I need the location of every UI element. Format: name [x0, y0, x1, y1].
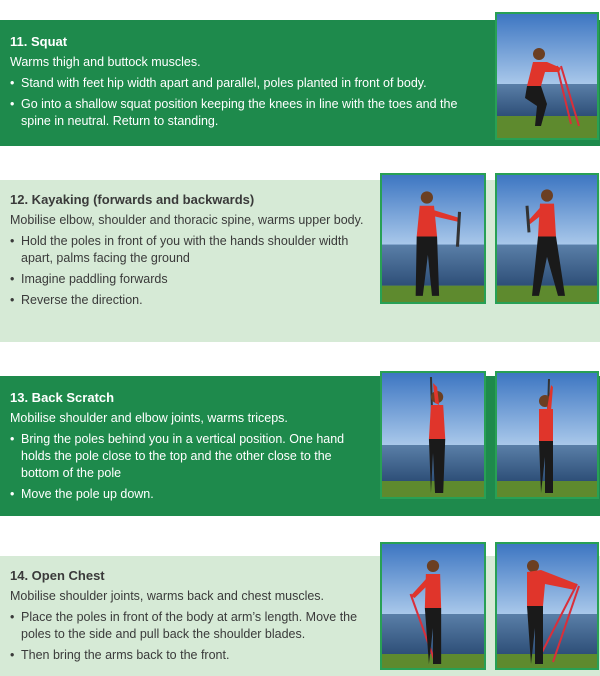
section-text [10, 192, 365, 313]
section-subtitle: Mobilise shoulder joints, warms back and chest muscles. [10, 589, 325, 603]
list-item: • Place the poles in front of the body at arm’s length. Move the poles to the side and pull back the shoulder blades. [10, 609, 365, 643]
bullet-list [10, 233, 365, 309]
list-item: • Stand with feet hip width apart and parallel, poles planted in front of body. [10, 75, 485, 92]
section-text [10, 390, 365, 507]
section-title: 13. Back Scratch [10, 390, 115, 405]
section-title: 11. Squat [10, 34, 68, 49]
open-chest-photo-1 [380, 542, 486, 670]
bullet-list [10, 75, 485, 130]
section-title: 14. Open Chest [10, 568, 105, 583]
section-subtitle: Mobilise elbow, shoulder and thoracic spine, warms upper body. [10, 213, 364, 227]
bullet-list [10, 431, 365, 503]
section-subtitle: Warms thigh and buttock muscles. [10, 55, 201, 69]
list-item: • Move the pole up down. [10, 486, 365, 503]
list-item: • Hold the poles in front of you with the hands shoulder width apart, palms facing the ground [10, 233, 365, 267]
section-text [10, 34, 485, 134]
section-text [10, 568, 365, 668]
list-item: • Reverse the direction. [10, 292, 365, 309]
open-chest-photo-2 [495, 542, 599, 670]
back-scratch-photo-2 [495, 371, 599, 499]
bullet-list [10, 609, 365, 664]
section-title: 12. Kayaking (forwards and backwards) [10, 192, 255, 207]
section-subtitle: Mobilise shoulder and elbow joints, warms triceps. [10, 411, 288, 425]
back-scratch-photo-1 [380, 371, 486, 499]
list-item: • Then bring the arms back to the front. [10, 647, 365, 664]
list-item: • Imagine paddling forwards [10, 271, 365, 288]
list-item: • Go into a shallow squat position keeping the knees in line with the toes and the spine in neutral. Return to standing. [10, 96, 485, 130]
kayaking-photo-1 [380, 173, 486, 304]
kayaking-photo-2 [495, 173, 599, 304]
squat-photo [495, 12, 599, 140]
list-item: • Bring the poles behind you in a vertical position. One hand holds the pole close to the top and the other close to the bottom of the pole [10, 431, 365, 482]
